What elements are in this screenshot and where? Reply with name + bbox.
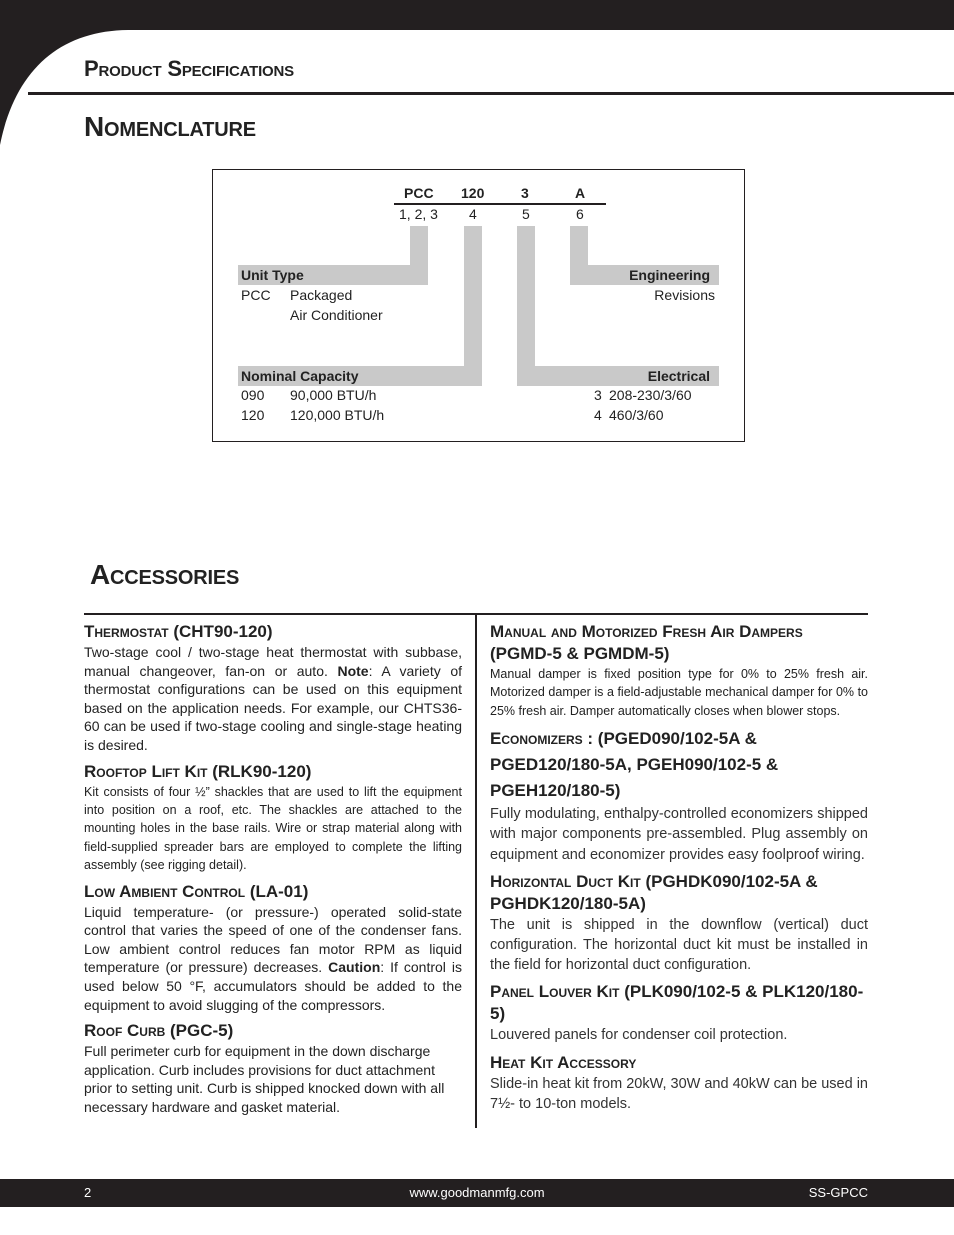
thermostat-model: (CHT90-120) bbox=[173, 622, 273, 641]
roof-curb-model: (PGC-5) bbox=[170, 1021, 234, 1041]
lift-kit-text: Kit consists of four ½” shackles that are used to lift the equipment into position on a roof, etc. The shackles are attached to the mounting holes in the base rails. Wire or strap material along with field-supplied spreader bars are employed to complete the lifting assembly (see rigging detail). bbox=[84, 784, 462, 873]
low-ambient-heading bbox=[84, 881, 462, 903]
code-capacity: 120 bbox=[461, 185, 485, 201]
unit-type-desc-2: Air Conditioner bbox=[290, 307, 383, 323]
capacity-code-2: 120 bbox=[241, 407, 265, 423]
economizers-model: : (PGED090/102-5A & PGED120/180-5A, PGEH090/102-5 & PGEH120/180-5) bbox=[490, 729, 779, 801]
duct-kit-block bbox=[490, 871, 868, 976]
engineering-desc: Revisions bbox=[654, 287, 715, 303]
code-underline bbox=[394, 203, 606, 205]
thermostat-text: Two-stage cool / two-stage heat thermostat with subbase, manual changeover, fan-on or auto. Note: A variety of thermostat configurations can be used on this equipment based on the application needs. For example, our CHTS36-60 can be used if two-stage cooling and single-stage heating is desired. bbox=[84, 644, 462, 753]
dampers-text: Manual damper is fixed position type for 0% to 25% fresh air. Motorized damper is a field-adjustable mechanical damper for 0% to 25% fresh air. Damper automatically closes when blower stops. bbox=[490, 667, 868, 718]
electrical-desc-2: 460/3/60 bbox=[609, 407, 664, 423]
capacity-desc-1: 90,000 BTU/h bbox=[290, 387, 377, 403]
louver-kit-block bbox=[490, 981, 868, 1045]
pos-revision: 6 bbox=[576, 206, 584, 222]
heat-kit-text: Slide-in heat kit from 20kW, 30W and 40kW can be used in 7½- to 10-ton models. bbox=[490, 1075, 868, 1112]
dampers-heading bbox=[490, 621, 868, 665]
electrical-desc-1: 208-230/3/60 bbox=[609, 387, 692, 403]
duct-kit-model: (PGHDK090/102-5A & PGHDK120/180-5A) bbox=[490, 871, 818, 913]
roof-curb-text: Full perimeter curb for equipment in the down discharge application. Curb includes provisions for duct attachment prior to setting unit. Curb is shipped knocked down with all necessary hardware and gasket material. bbox=[84, 1043, 445, 1115]
thermostat-block bbox=[84, 621, 462, 755]
capacity-desc-2: 120,000 BTU/h bbox=[290, 407, 385, 423]
low-ambient-model: (LA-01) bbox=[249, 881, 309, 901]
low-ambient-block bbox=[84, 881, 462, 1015]
lift-kit-block bbox=[84, 761, 462, 875]
engineering-label: Engineering bbox=[629, 267, 710, 283]
column-divider bbox=[475, 613, 477, 1128]
code-revision: A bbox=[575, 185, 586, 201]
accessories-right-column bbox=[490, 621, 868, 1120]
footer-bar bbox=[0, 1179, 954, 1207]
louver-kit-title: Panel Louver Kit bbox=[490, 982, 620, 1002]
louver-kit-model: (PLK090/102-5 & PLK120/180-5) bbox=[490, 982, 864, 1024]
heat-kit-block bbox=[490, 1052, 868, 1114]
connector-electrical bbox=[517, 226, 535, 386]
electrical-code-1: 3 bbox=[594, 387, 602, 403]
dampers-model: (PGMD-5 & PGMDM-5) bbox=[490, 644, 670, 663]
top-bar bbox=[0, 0, 954, 30]
roof-curb-title: Roof Curb bbox=[84, 1021, 166, 1041]
unit-type-label: Unit Type bbox=[241, 267, 304, 283]
nomenclature-title: Nomenclature bbox=[84, 111, 256, 142]
duct-kit-title: Horizontal Duct Kit bbox=[490, 871, 641, 891]
electrical-label: Electrical bbox=[647, 368, 710, 384]
dampers-block bbox=[490, 621, 868, 720]
accessories-title: Accessories bbox=[90, 559, 240, 590]
thermostat-title: Thermostat bbox=[84, 622, 169, 641]
connector-capacity bbox=[464, 226, 482, 386]
roof-curb-heading bbox=[84, 1020, 462, 1042]
pos-capacity: 4 bbox=[469, 206, 477, 222]
pos-unit-type: 1, 2, 3 bbox=[399, 206, 438, 222]
capacity-label: Nominal Capacity bbox=[241, 368, 359, 384]
unit-type-desc-1: Packaged bbox=[290, 287, 353, 303]
heat-kit-title: Heat Kit Accessory bbox=[490, 1052, 637, 1072]
capacity-code-1: 090 bbox=[241, 387, 265, 403]
lift-kit-heading bbox=[84, 761, 462, 783]
code-unit-type: PCC bbox=[404, 185, 434, 201]
duct-kit-heading bbox=[490, 871, 868, 915]
accessories-left-column bbox=[84, 621, 462, 1123]
header-rule bbox=[28, 92, 954, 95]
page-number: 2 bbox=[84, 1185, 92, 1200]
duct-kit-text: The unit is shipped in the downflow (vertical) duct configuration. The horizontal duct kit must be installed in the field for horizontal duct configuration. bbox=[490, 916, 868, 974]
economizers-block bbox=[490, 726, 868, 865]
economizers-text: Fully modulating, enthalpy-controlled economizers shipped with major components pre-assembled. Plug assembly on equipment and economizer provides easy foolproof wiring. bbox=[490, 806, 868, 863]
louver-kit-heading bbox=[490, 981, 868, 1025]
roof-curb-block bbox=[84, 1020, 462, 1116]
dampers-title: Manual and Motorized Fresh Air Dampers bbox=[490, 622, 803, 641]
document-code: SS-GPCC bbox=[808, 1185, 868, 1200]
electrical-code-2: 4 bbox=[594, 407, 602, 423]
page-header-title: Product Specifications bbox=[84, 56, 294, 81]
thermostat-heading bbox=[84, 621, 462, 643]
unit-type-code: PCC bbox=[241, 287, 271, 303]
economizers-heading bbox=[490, 726, 868, 804]
economizers-title: Economizers bbox=[490, 729, 583, 749]
footer-url[interactable]: www.goodmanmfg.com bbox=[409, 1185, 545, 1200]
code-electrical: 3 bbox=[521, 185, 529, 201]
heat-kit-heading bbox=[490, 1052, 868, 1074]
lift-kit-model: (RLK90-120) bbox=[212, 761, 312, 781]
low-ambient-title: Low Ambient Control bbox=[84, 881, 246, 901]
low-ambient-text: Liquid temperature- (or pressure-) operated solid-state control that varies the speed of one of the condenser fans. Low ambient control reduces fan motor RPM as liquid temperature (or pressure) decreases. Caution: If control is used below 50 °F, accumulators should be added to the equipment to avoid slugging of the compressors. bbox=[84, 903, 462, 1013]
louver-kit-text: Louvered panels for condenser coil protection. bbox=[490, 1027, 788, 1044]
lift-kit-title: Rooftop Lift Kit bbox=[84, 761, 208, 781]
pos-electrical: 5 bbox=[522, 206, 530, 222]
